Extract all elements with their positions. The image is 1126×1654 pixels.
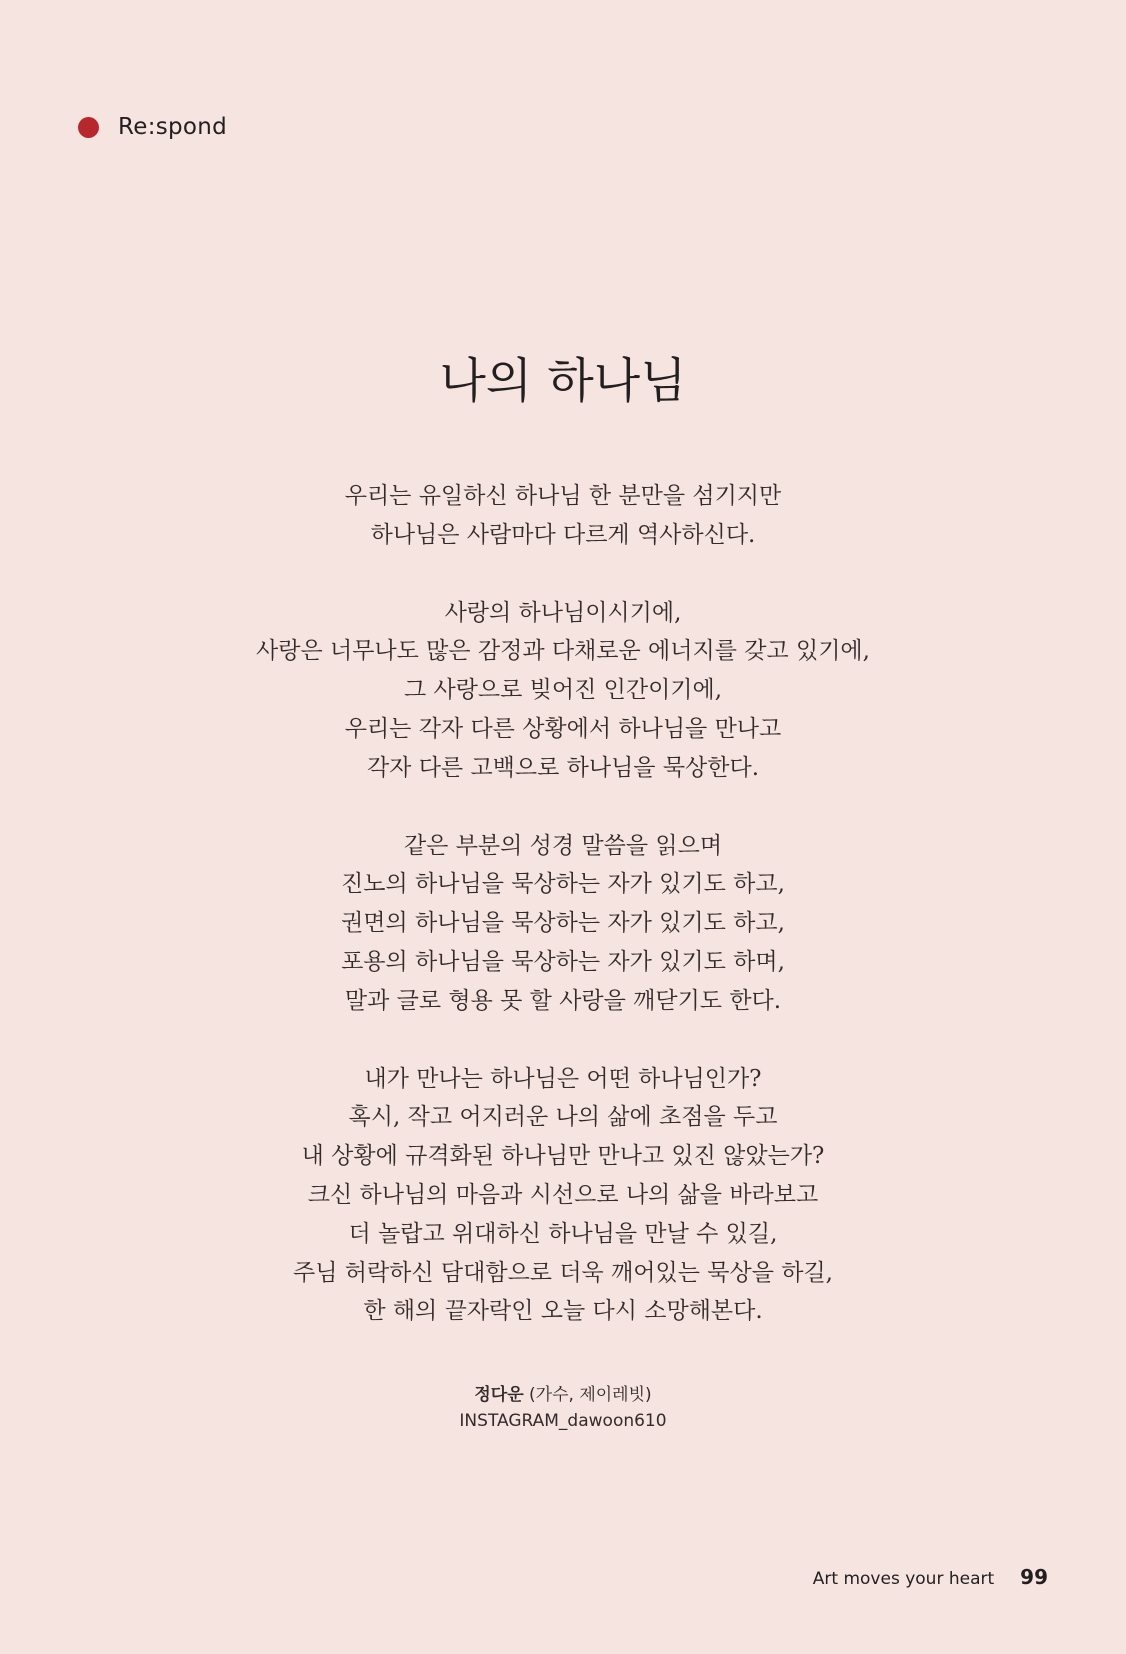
poem-line: 혹시, 작고 어지러운 나의 삶에 초점을 두고: [348, 1104, 778, 1131]
author-name: 정다운: [474, 1385, 524, 1405]
poem-line: 하나님은 사람마다 다르게 역사하신다.: [370, 521, 756, 548]
poem-line: 그 사랑으로 빚어진 인간이기에,: [403, 677, 723, 704]
poem-line: 말과 글로 형용 못 할 사랑을 깨닫기도 한다.: [344, 987, 782, 1014]
poem-title: 나의 하나님: [439, 353, 687, 409]
poem-line: 주님 허락하신 담대함으로 더욱 깨어있는 묵상을 하길,: [293, 1259, 833, 1286]
poem-line: 사랑의 하나님이시기에,: [444, 599, 682, 626]
stanza-3: [0, 827, 1126, 1021]
poem-line: 사랑은 너무나도 많은 감정과 다채로운 에너지를 갖고 있기에,: [256, 638, 870, 665]
stanza-4: [0, 1060, 1126, 1332]
footer-tagline: Art moves your heart: [812, 1569, 995, 1589]
poem-line: 포용의 하나님을 묵상하는 자가 있기도 하며,: [341, 948, 785, 975]
stanza-2: [0, 594, 1126, 788]
poem-line: 내 상황에 규격화된 하나님만 만나고 있진 않았는가?: [301, 1143, 825, 1170]
section-label: Re:spond: [118, 114, 228, 140]
section-dot-icon: [78, 117, 99, 138]
poem-line: 각자 다른 고백으로 하나님을 묵상한다.: [366, 754, 760, 781]
poem-line: 한 해의 끝자락인 오늘 다시 소망해본다.: [363, 1298, 763, 1325]
author-line: [0, 1382, 1126, 1408]
poem-line: 내가 만나는 하나님은 어떤 하나님인가?: [364, 1065, 762, 1092]
page-footer: [813, 1565, 1048, 1589]
poem-line: 같은 부분의 성경 말씀을 읽으며: [403, 832, 723, 859]
stanza-1: [0, 477, 1126, 555]
poem-line: 권면의 하나님을 묵상하는 자가 있기도 하고,: [341, 910, 785, 937]
author-instagram: INSTAGRAM_dawoon610: [459, 1411, 667, 1431]
page-number: 99: [1020, 1565, 1048, 1589]
poem-line: 더 놀랍고 위대하신 하나님을 만날 수 있길,: [348, 1220, 778, 1247]
poem-line: 크신 하나님의 마음과 시선으로 나의 삶을 바라보고: [307, 1181, 819, 1208]
author-credit: [0, 1382, 1126, 1434]
poem-line: 진노의 하나님을 묵상하는 자가 있기도 하고,: [341, 871, 785, 898]
poem-line: 우리는 각자 다른 상황에서 하나님을 만나고: [344, 715, 782, 742]
poem-body: [0, 477, 1126, 1370]
author-role: (가수, 제이레빗): [523, 1385, 652, 1405]
poem-line: 우리는 유일하신 하나님 한 분만을 섬기지만: [344, 483, 782, 509]
section-tag: [78, 114, 227, 140]
